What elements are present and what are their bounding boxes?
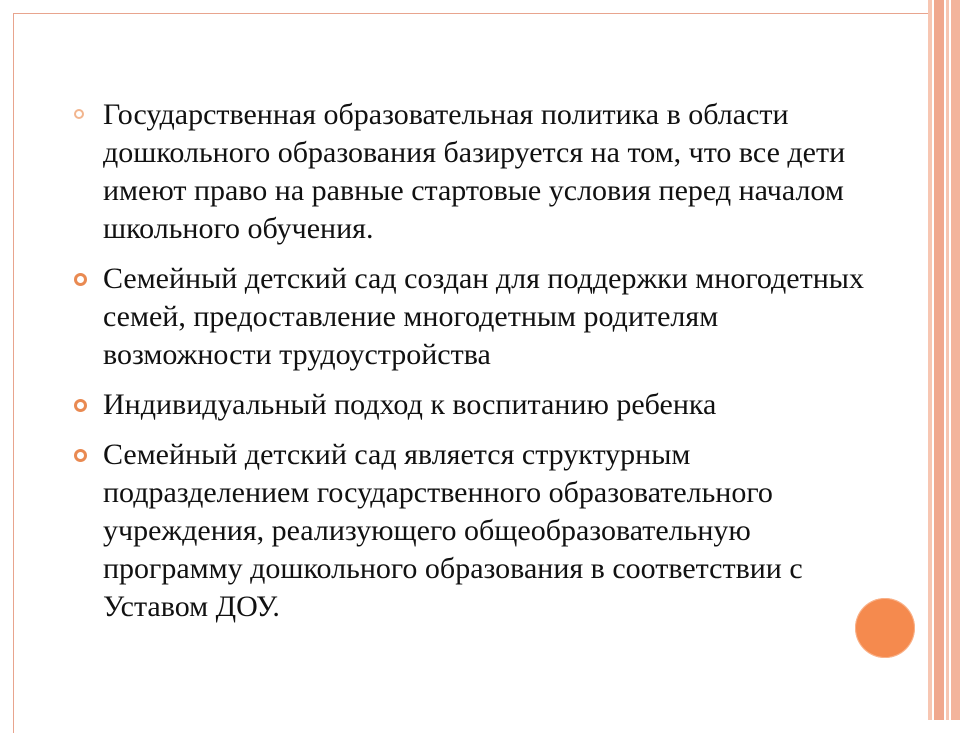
ring-bullet-icon <box>74 109 84 119</box>
list-item-text: Государственная образовательная политика в области дошкольного образования базируется на том, что все дети имеют право на равные стартовые условия перед началом школьного обучения. <box>103 98 846 245</box>
decorative-circle-icon <box>855 598 915 658</box>
ring-bullet-icon <box>74 273 87 286</box>
list-item-text: Семейный детский сад является структурным подразделением государственного образовательного учреждения, реализующего общеобразовательную программу дошкольного образования в соответствии с Уставом ДОУ. <box>103 438 803 623</box>
decorative-stripes <box>928 0 960 720</box>
ring-bullet-icon <box>74 449 87 462</box>
list-item <box>70 436 870 626</box>
list-item-text: Индивидуальный подход к воспитанию ребенка <box>103 388 717 421</box>
list-item <box>70 386 870 424</box>
list-item-text: Семейный детский сад создан для поддержки многодетных семей, предоставление многодетным родителям возможности трудоустройства <box>103 262 864 371</box>
ring-bullet-icon <box>74 399 87 412</box>
slide-content <box>70 96 870 638</box>
list-item <box>70 96 870 248</box>
list-item <box>70 260 870 374</box>
